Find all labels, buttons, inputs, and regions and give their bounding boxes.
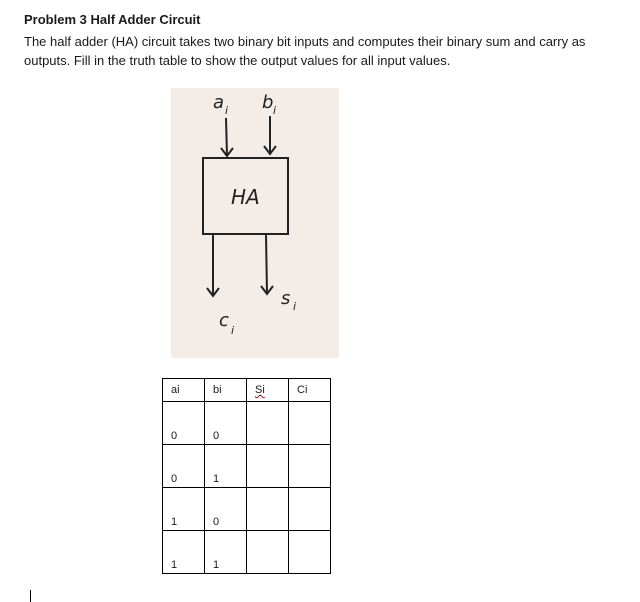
input-a-subscript: i (225, 104, 229, 117)
cell-bi: 0 (205, 402, 247, 445)
cell-si[interactable] (247, 402, 289, 445)
half-adder-sketch (171, 88, 339, 358)
input-b-arrow (264, 116, 276, 154)
cell-ai: 1 (163, 531, 205, 574)
sum-output-label: s (281, 288, 291, 309)
cell-si[interactable] (247, 531, 289, 574)
sum-output-arrow (261, 234, 273, 294)
cell-si[interactable] (247, 445, 289, 488)
cell-bi: 1 (205, 445, 247, 488)
header-ai: ai (163, 379, 205, 402)
cell-bi: 0 (205, 488, 247, 531)
ha-block-label: HA (231, 185, 260, 209)
half-adder-diagram (171, 88, 339, 358)
header-ci: Ci (289, 379, 331, 402)
header-si: Si (247, 379, 289, 402)
cell-ai: 1 (163, 488, 205, 531)
problem-title: Problem 3 Half Adder Circuit (24, 12, 201, 27)
carry-output-arrow (207, 234, 219, 296)
table-row (163, 531, 331, 574)
table-row (163, 402, 331, 445)
cell-bi: 1 (205, 531, 247, 574)
cell-ci[interactable] (289, 488, 331, 531)
header-bi: bi (205, 379, 247, 402)
cell-si[interactable] (247, 488, 289, 531)
truth-table-header-row (163, 379, 331, 402)
input-b-subscript: i (273, 104, 277, 117)
table-row (163, 445, 331, 488)
input-a-arrow (221, 118, 233, 156)
problem-description: The half adder (HA) circuit takes two binary bit inputs and computes their binary sum and carry as outputs. Fill in the truth table to show the output values for all input values. (24, 34, 586, 68)
input-b-label: b (262, 92, 274, 113)
text-cursor[interactable] (30, 590, 31, 602)
carry-output-subscript: i (231, 324, 235, 337)
carry-output-label: c (219, 310, 229, 331)
input-a-label: a (213, 92, 225, 113)
sum-output-subscript: i (293, 300, 297, 313)
cell-ai: 0 (163, 402, 205, 445)
cell-ci[interactable] (289, 531, 331, 574)
cell-ci[interactable] (289, 402, 331, 445)
cell-ai: 0 (163, 445, 205, 488)
cell-ci[interactable] (289, 445, 331, 488)
table-row (163, 488, 331, 531)
truth-table (162, 378, 331, 574)
